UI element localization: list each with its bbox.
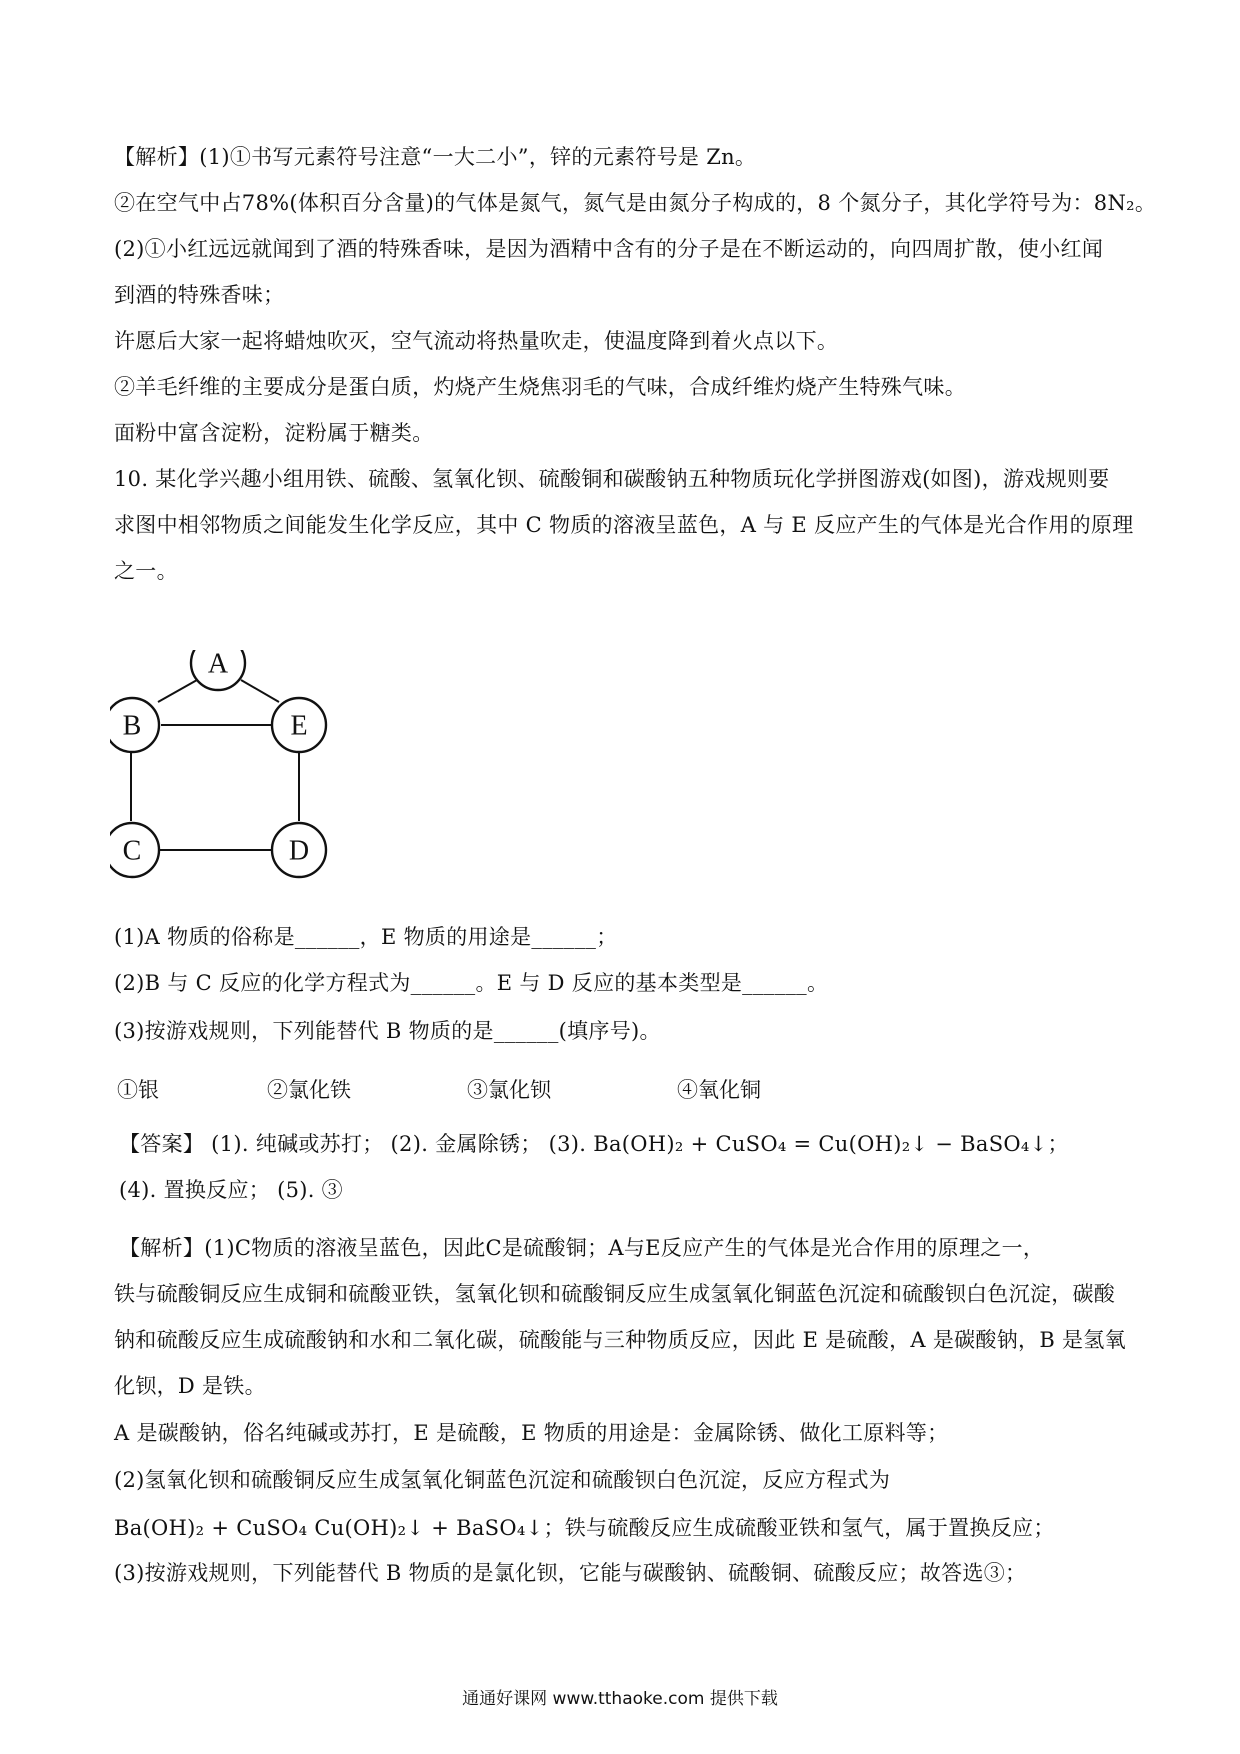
reaction-diagram <box>110 650 380 910</box>
analysis-paragraph-line: 到酒的特殊香味； <box>114 283 285 307</box>
node-a-label: A <box>207 650 229 680</box>
node-e-label: E <box>290 710 308 742</box>
analysis-paragraph-line: ②羊毛纤维的主要成分是蛋白质，灼烧产生烧焦羽毛的气味，合成纤维灼烧产生特殊气味。 <box>114 375 966 399</box>
analysis-line: 钠和硫酸反应生成硫酸钠和水和二氧化碳，硫酸能与三种物质反应，因此 E 是硫酸，A 是碳酸钠，B 是氢氧 <box>114 1328 1126 1352</box>
node-c-label: C <box>122 835 142 867</box>
analysis-line: 化钡，D 是铁。 <box>114 1374 266 1398</box>
node-d-label: D <box>288 835 310 867</box>
analysis-line: (3)按游戏规则，下列能替代 B 物质的是氯化钡，它能与碳酸钠、硫酸铜、硫酸反应；故答选③； <box>114 1561 1027 1585</box>
analysis-paragraph-line: ②在空气中占78%(体积百分含量)的气体是氮气，氮气是由氮分子构成的，8 个氮分子，其化学符号为：8N₂。 <box>114 191 1157 215</box>
question-stem-line: 求图中相邻物质之间能发生化学反应，其中 C 物质的溶液呈蓝色，A 与 E 反应产生的气体是光合作用的原理 <box>114 513 1134 537</box>
question-stem-line: 10. 某化学兴趣小组用铁、硫酸、氢氧化钡、硫酸铜和碳酸钠五种物质玩化学拼图游戏(如图)，游戏规则要 <box>114 467 1110 491</box>
analysis-line: 【解析】(1)C物质的溶液呈蓝色，因此C是硫酸铜；A与E反应产生的气体是光合作用的原理之一， <box>119 1236 1045 1260</box>
diagram-svg <box>110 650 380 910</box>
answer-options <box>117 1075 1017 1105</box>
question-stem-line: 之一。 <box>114 559 178 583</box>
page-footer: 通通好课网 www.tthaoke.com 提供下载 <box>462 1689 778 1709</box>
edge-a-b <box>158 680 197 702</box>
analysis-paragraph-line: 面粉中富含淀粉，淀粉属于糖类。 <box>114 421 434 445</box>
analysis-line: (2)氢氧化钡和硫酸铜反应生成氢氧化铜蓝色沉淀和硫酸钡白色沉淀，反应方程式为 <box>114 1468 891 1492</box>
node-b-label: B <box>122 710 142 742</box>
analysis-paragraph-line: 许愿后大家一起将蜡烛吹灭，空气流动将热量吹走，使温度降到着火点以下。 <box>114 329 839 353</box>
analysis-paragraph-line: (2)①小红远远就闻到了酒的特殊香味，是因为酒精中含有的分子是在不断运动的，向四周扩散，使小红闻 <box>114 237 1104 261</box>
sub-question-line: (3)按游戏规则，下列能替代 B 物质的是______(填序号)。 <box>114 1019 661 1043</box>
option-item: ③氯化钡 <box>467 1078 551 1102</box>
option-item: ④氧化铜 <box>677 1078 761 1102</box>
option-item: ①银 <box>117 1078 159 1102</box>
sub-question-line: (1)A 物质的俗称是______，E 物质的用途是______； <box>114 925 618 949</box>
answer-line: 【答案】 (1). 纯碱或苏打； (2). 金属除锈； (3). Ba(OH)₂ + CuSO₄ = Cu(OH)₂↓ − BaSO₄↓； <box>119 1132 1069 1156</box>
analysis-line: A 是碳酸钠，俗名纯碱或苏打，E 是硫酸，E 物质的用途是：金属除锈、做化工原料等； <box>114 1421 949 1445</box>
option-item: ②氯化铁 <box>267 1078 351 1102</box>
answer-line: (4). 置换反应； (5). ③ <box>119 1178 343 1202</box>
analysis-line: 铁与硫酸铜反应生成铜和硫酸亚铁，氢氧化钡和硫酸铜反应生成氢氧化铜蓝色沉淀和硫酸钡白色沉淀，碳酸 <box>114 1282 1116 1306</box>
analysis-paragraph-line: 【解析】(1)①书写元素符号注意“一大二小”，锌的元素符号是 Zn。 <box>114 145 757 169</box>
edge-a-e <box>241 680 279 702</box>
sub-question-line: (2)B 与 C 反应的化学方程式为______。E 与 D 反应的基本类型是______。 <box>114 971 829 995</box>
analysis-line: Ba(OH)₂ + CuSO₄ Cu(OH)₂↓ + BaSO₄↓；铁与硫酸反应生成硫酸亚铁和氢气，属于置换反应； <box>114 1516 1055 1540</box>
